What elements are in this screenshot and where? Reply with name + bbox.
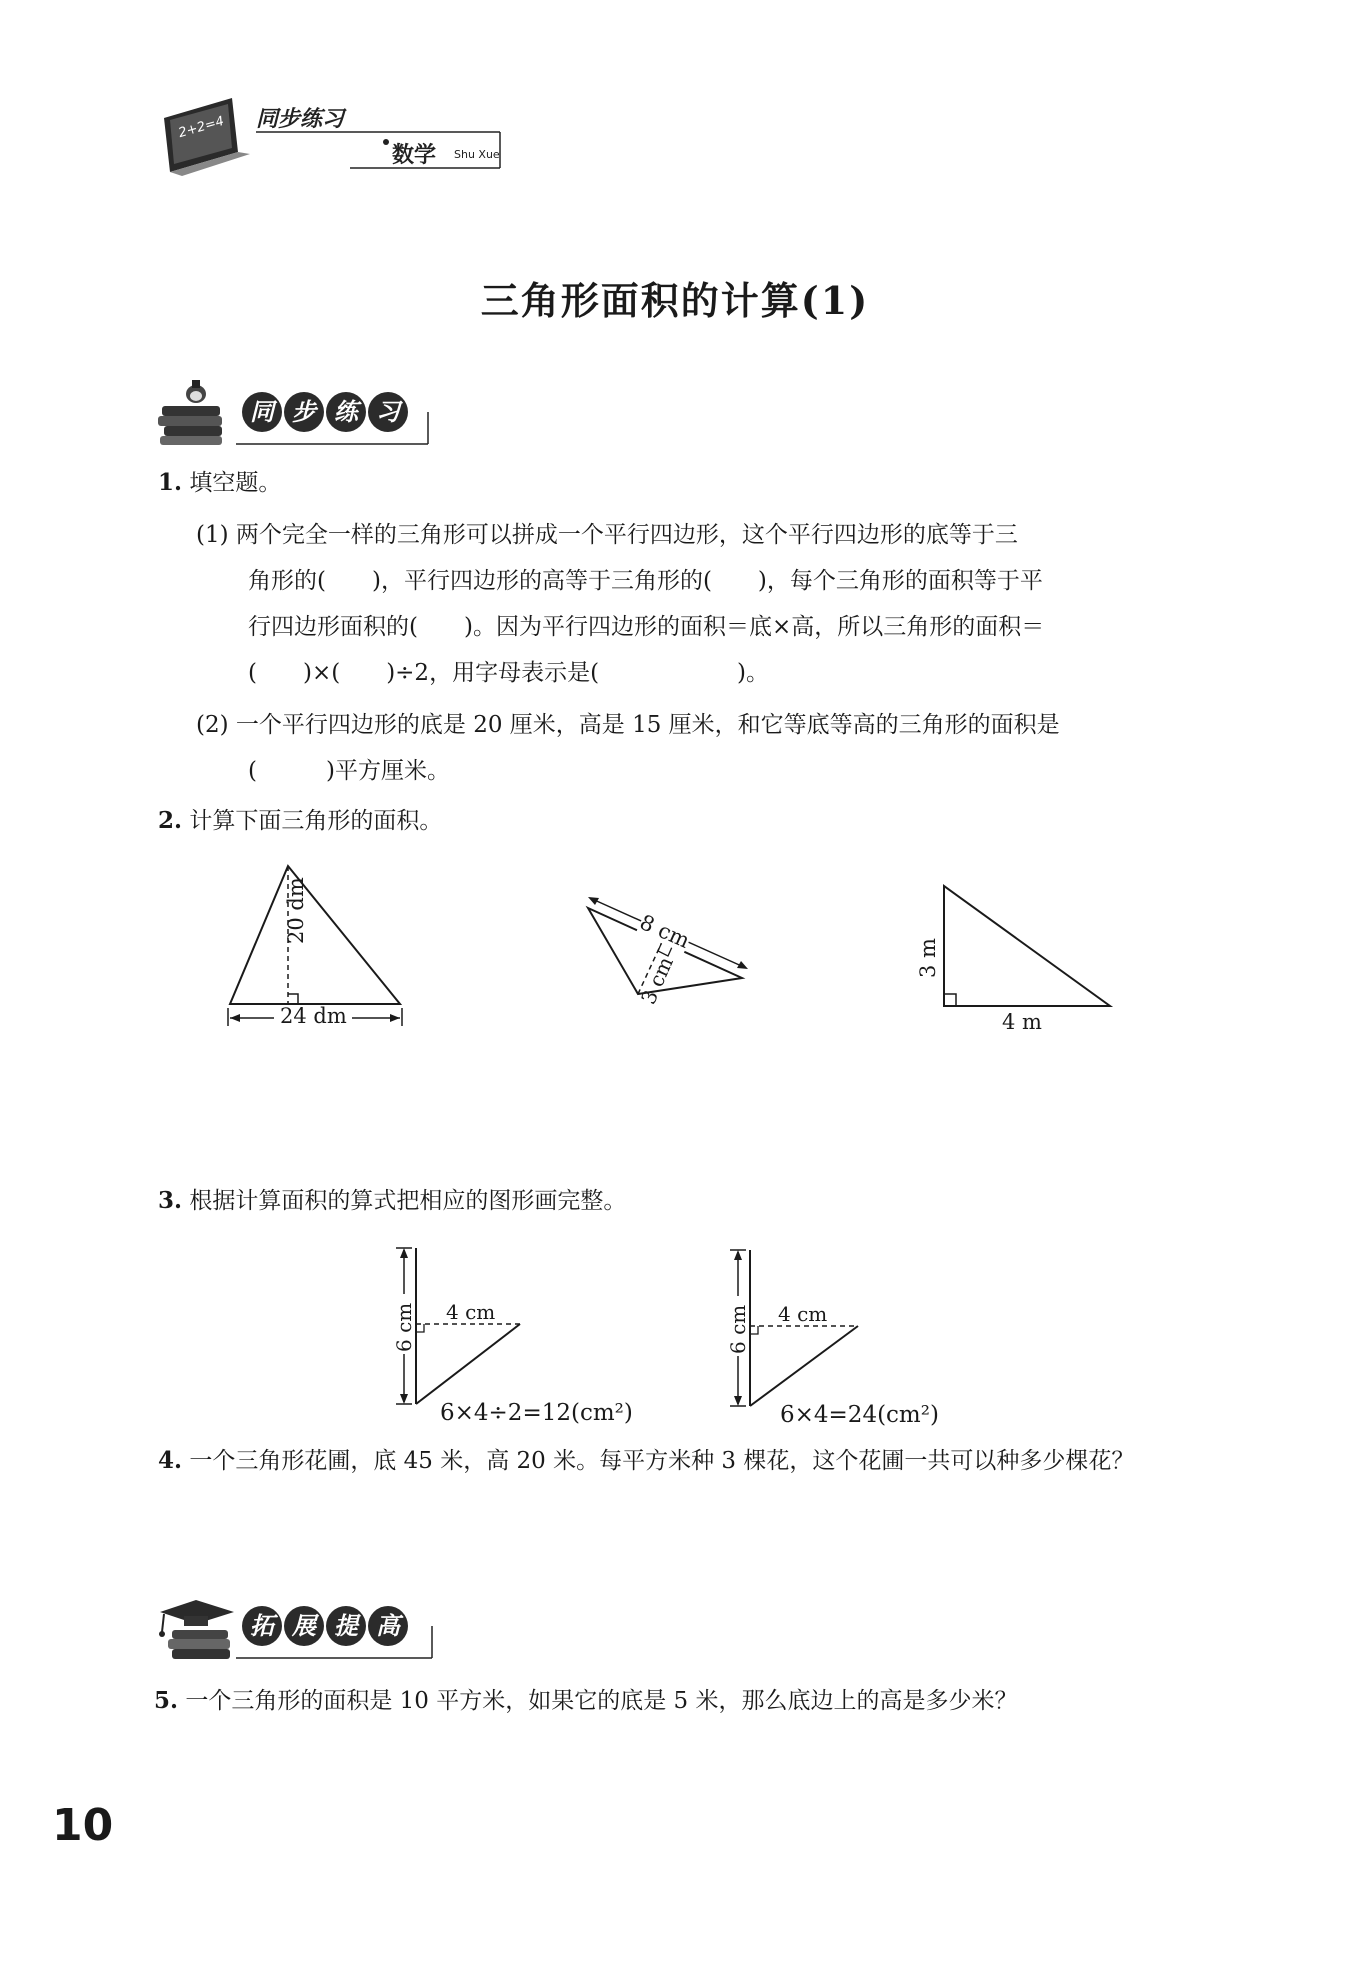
subject-pinyin: Shu Xue	[454, 148, 500, 161]
q3-fig1-formula: 6×4÷2=12(cm²)	[440, 1400, 633, 1426]
q2-fig2-base-label: 8 cm	[636, 910, 694, 953]
q2-fig1-base-label: 24 dm	[280, 1004, 347, 1028]
q3-fig2-height-label: 6 cm	[726, 1304, 750, 1354]
section-banner-practice	[156, 378, 436, 448]
question-number: 3.	[158, 1187, 183, 1214]
question-number: 2.	[158, 807, 183, 834]
question-text: 填空题。	[189, 470, 282, 496]
q1-part1-line3: 行四边形面积的( )。因为平行四边形的面积＝底×高，所以三角形的面积＝	[248, 614, 1045, 640]
q2-fig1-height-label: 20 dm	[284, 877, 308, 944]
question-text: 一个三角形的面积是 10 平方米，如果它的底是 5 米，那么底边上的高是多少米？	[185, 1688, 1018, 1714]
section-char: 步	[284, 392, 324, 432]
section-char: 提	[326, 1606, 366, 1646]
q3-fig1-height-label: 6 cm	[392, 1302, 416, 1352]
book-name: 同步练习	[256, 107, 345, 132]
question-text: 根据计算面积的算式把相应的图形画完整。	[189, 1188, 627, 1214]
question-3	[158, 1186, 626, 1216]
section-char: 练	[326, 392, 366, 432]
q1-part2-line1: (2) 一个平行四边形的底是 20 厘米，高是 15 厘米，和它等底等高的三角形的面积是	[196, 712, 1060, 738]
q3-fig1-width-label: 4 cm	[446, 1300, 496, 1324]
banner-underline	[150, 1594, 440, 1664]
q1-part2-line2: ( )平方厘米。	[248, 758, 450, 784]
section-char: 高	[368, 1606, 408, 1646]
question-number: 1.	[158, 469, 183, 496]
section-banner-extension	[150, 1594, 440, 1664]
question-number: 5.	[154, 1687, 179, 1714]
q1-part1-line4: ( )×( )÷2，用字母表示是( )。	[248, 660, 770, 686]
q3-fig2-formula: 6×4=24(cm²)	[780, 1402, 939, 1428]
question-5	[154, 1686, 1017, 1716]
section-char: 展	[284, 1606, 324, 1646]
board-text: 2+2=4	[176, 113, 226, 142]
question-number: 4.	[158, 1447, 183, 1474]
q1-part1-line2: 角形的( )，平行四边形的高等于三角形的( )，每个三角形的面积等于平	[248, 568, 1043, 594]
book-header	[160, 90, 520, 180]
question-2	[158, 806, 442, 836]
section-char: 同	[242, 392, 282, 432]
q2-fig3-height-label: 3 m	[916, 938, 940, 978]
section-char: 拓	[242, 1606, 282, 1646]
subject-label: 数学	[392, 143, 437, 168]
question-text: 一个三角形花圃，底 45 米，高 20 米。每平方米种 3 棵花，这个花圃一共可以种多少棵花？	[189, 1448, 1135, 1474]
page-title: 三角形面积的计算(1)	[480, 278, 870, 323]
q1-part1-line1: (1) 两个完全一样的三角形可以拼成一个平行四边形，这个平行四边形的底等于三	[196, 522, 1018, 548]
page-number: 10	[52, 1800, 114, 1851]
section-char: 习	[368, 392, 408, 432]
q2-fig3-base-label: 4 m	[1002, 1010, 1042, 1034]
banner-underline	[156, 378, 436, 448]
question-1	[158, 468, 281, 498]
question-4	[158, 1446, 1134, 1476]
q2-fig2-height-label: 3 cm	[636, 953, 678, 1008]
q2-triangle-3	[930, 878, 1120, 1018]
question-text: 计算下面三角形的面积。	[189, 808, 443, 834]
q3-fig2-width-label: 4 cm	[778, 1302, 828, 1326]
